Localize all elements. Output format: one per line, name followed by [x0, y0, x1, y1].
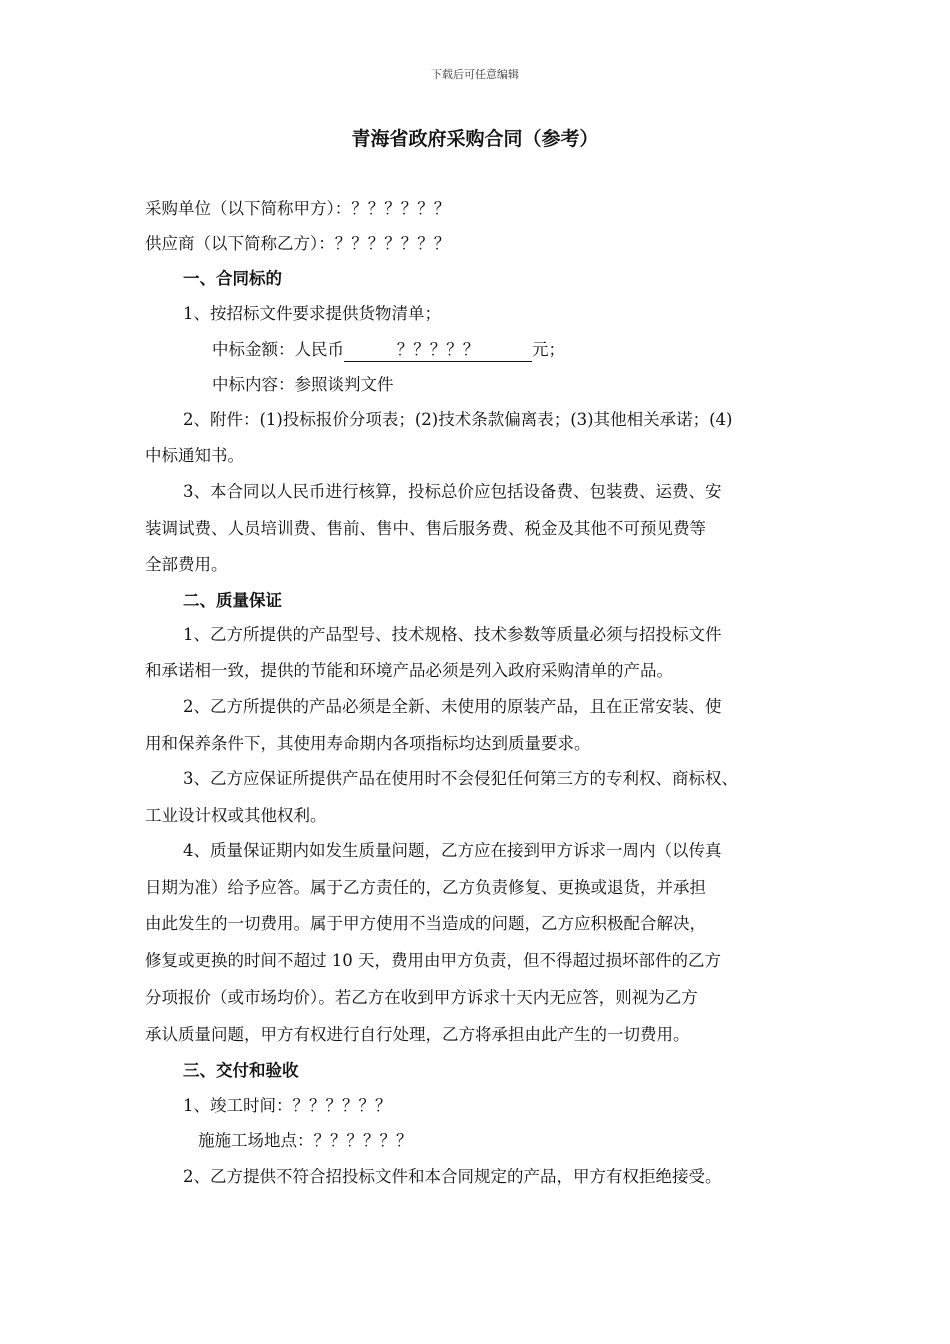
s2-item-3-line-1: 3、乙方应保证所提供产品在使用时不会侵犯任何第三方的专利权、商标权、	[183, 769, 738, 788]
purchaser-line: 采购单位（以下简称甲方）：？？？？？？	[145, 199, 451, 218]
s2-item-3-line-2: 工业设计权或其他权利。	[145, 806, 327, 825]
s1-item-1: 1、按招标文件要求提供货物清单；	[183, 304, 441, 323]
s3-item-2: 2、乙方提供不符合招投标文件和本合同规定的产品，甲方有权拒绝接受。	[183, 1167, 722, 1186]
s3-site-location: 施施工场地点：？？？？？？	[198, 1131, 413, 1150]
s1-item-3-line-3: 全部费用。	[145, 555, 228, 574]
s1-item-3-line-1: 3、本合同以人民币进行核算，投标总价应包括设备费、包装费、运费、安	[183, 482, 722, 501]
s2-item-2-line-1: 2、乙方所提供的产品必须是全新、未使用的原装产品，且在正常安装、使	[183, 697, 722, 716]
bid-amount-value: ？？？？？	[344, 339, 532, 362]
document-title: 青海省政府采购合同（参考）	[351, 128, 599, 150]
bid-amount-unit: 元；	[532, 340, 565, 359]
s2-item-4-line-5: 分项报价（或市场均价）。若乙方在收到甲方诉求十天内无应答，则视为乙方	[145, 988, 698, 1007]
s2-item-4-line-2: 日期为准）给予应答。属于乙方责任的，乙方负责修复、更换或退货，并承担	[145, 878, 706, 897]
s2-item-4-line-6: 承认质量问题，甲方有权进行自行处理，乙方将承担由此产生的一切费用。	[145, 1025, 690, 1044]
s2-item-4-line-1: 4、质量保证期内如发生质量问题，乙方应在接到甲方诉求一周内（以传真	[183, 841, 722, 860]
s1-item-3-line-2: 装调试费、人员培训费、售前、售中、售后服务费、税金及其他不可预见费等	[145, 519, 706, 538]
bid-content-line: 中标内容：参照谈判文件	[212, 375, 394, 394]
supplier-line: 供应商（以下简称乙方）：？？？？？？？	[145, 234, 451, 253]
s2-item-1-line-2: 和承诺相一致，提供的节能和环境产品必须是列入政府采购清单的产品。	[145, 661, 673, 680]
section-3-heading: 三、交付和验收	[183, 1061, 299, 1080]
s2-item-2-line-2: 用和保养条件下，其使用寿命期内各项指标均达到质量要求。	[145, 734, 591, 753]
page-header-note: 下载后可任意编辑	[431, 68, 519, 81]
s3-item-1: 1、竣工时间：？？？？？？	[183, 1096, 392, 1115]
s1-item-2-line-2: 中标通知书。	[145, 446, 244, 465]
section-1-heading: 一、合同标的	[183, 269, 282, 288]
bid-amount-label: 中标金额：人民币	[212, 340, 344, 359]
s2-item-4-line-3: 由此发生的一切费用。属于甲方使用不当造成的问题，乙方应积极配合解决，	[145, 914, 706, 933]
bid-amount-line	[212, 339, 565, 362]
section-2-heading: 二、质量保证	[183, 591, 282, 610]
s2-item-4-line-4: 修复或更换的时间不超过 10 天，费用由甲方负责，但不得超过损坏部件的乙方	[145, 951, 721, 970]
s2-item-1-line-1: 1、乙方所提供的产品型号、技术规格、技术参数等质量必须与招投标文件	[183, 625, 722, 644]
s1-item-2-line-1: 2、附件：(1)投标报价分项表；(2)技术条款偏离表；(3)其他相关承诺；(4)	[183, 410, 733, 429]
